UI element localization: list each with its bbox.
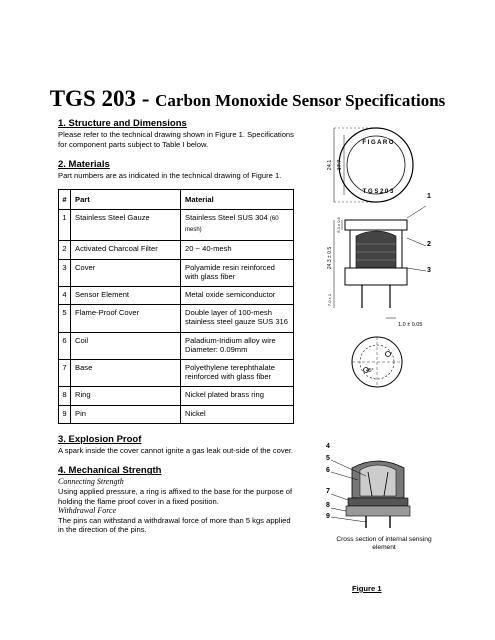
callout-1: 1 [427, 193, 431, 200]
row-material-text: Polyamide resin reinforced with glass fiber [185, 262, 275, 281]
row-material-text: Double layer of 100-mesh stainless steel gauze SUS 316 [185, 308, 288, 327]
callout-5: 5 [326, 455, 330, 462]
row-material [181, 241, 294, 259]
header-part: Part [71, 189, 181, 209]
row-material [181, 259, 294, 286]
row-num: 1 [59, 209, 71, 240]
row-part: Cover [71, 259, 181, 286]
section-explosion-body: A spark inside the cover cannot ignite a gas leak out-side of the cover. [58, 445, 294, 455]
dim-outer: 24.1 [327, 159, 333, 171]
table-row [59, 405, 294, 423]
text-column [58, 118, 294, 535]
row-num: 9 [59, 405, 71, 423]
row-part: Ring [71, 387, 181, 405]
title-sub: Carbon Monoxide Sensor Specifications [155, 91, 446, 110]
row-num: 2 [59, 241, 71, 259]
title-main: TGS 203 - [49, 86, 156, 111]
callout-3: 3 [427, 267, 431, 274]
row-material-text: Stainless Steel SUS 304 [185, 212, 268, 222]
row-material [181, 360, 294, 387]
callout-4: 4 [326, 443, 330, 450]
row-num: 5 [59, 305, 71, 332]
table-row [59, 332, 294, 359]
row-num: 6 [59, 332, 71, 359]
table-row [59, 209, 294, 240]
row-part: Base [71, 360, 181, 387]
row-material-text: Paladium-Iridium alloy wire Diameter: 0.09mm [185, 335, 276, 354]
table-row [59, 387, 294, 405]
table-body [59, 209, 294, 423]
section-materials-heading: 2. Materials [58, 159, 110, 171]
section-structure-body: Please refer to the technical drawing shown in Figure 1. Specifications for component parts subject to Table I below. [58, 130, 294, 149]
callout-9: 9 [326, 513, 330, 520]
row-material [181, 287, 294, 305]
row-material [181, 405, 294, 423]
row-part: Stainless Steel Gauze [71, 209, 181, 240]
row-num: 3 [59, 259, 71, 286]
technical-drawing [300, 118, 450, 578]
row-num: 7 [59, 360, 71, 387]
table-row [59, 305, 294, 332]
dim-pin-length: 7.0 ± 1 [327, 293, 332, 307]
row-material [181, 387, 294, 405]
row-material-text: 20 ~ 40-mesh [185, 244, 232, 254]
callout-6: 6 [326, 467, 330, 474]
withdrawal-force-heading: Withdrawal Force [58, 506, 117, 516]
row-num: 4 [59, 287, 71, 305]
section-structure-heading: 1. Structure and Dimensions [58, 118, 187, 129]
row-num: 8 [59, 387, 71, 405]
header-num: # [59, 189, 71, 209]
row-material [181, 305, 294, 332]
section-materials-body: Part numbers are as indicated in the technical drawing of Figure 1. [58, 171, 282, 181]
table-row [59, 241, 294, 259]
table-row [59, 360, 294, 387]
callout-8: 8 [326, 502, 330, 509]
cross-section [331, 460, 410, 528]
callout-2: 2 [427, 241, 431, 248]
dim-height: 24.3 ± 0.5 [327, 246, 333, 270]
dim-small: 6.3 ± 0.5 [336, 217, 341, 233]
tgs203-label: T G S 2 0 3 [362, 189, 394, 195]
table-row [59, 259, 294, 286]
connecting-strength-heading: Connecting Strength [58, 477, 124, 487]
row-material-text: Nickel [185, 408, 206, 418]
row-material-text: Metal oxide semiconductor [185, 290, 276, 299]
section-mechanical-heading: 4. Mechanical Strength [58, 465, 162, 477]
row-material [181, 332, 294, 359]
page-title [0, 86, 495, 112]
table-row [59, 287, 294, 305]
section-explosion-heading: 3. Explosion Proof [58, 433, 142, 445]
side-view [334, 206, 426, 318]
row-part: Sensor Element [71, 287, 181, 305]
dim-inner: 17.7 [337, 159, 343, 171]
connecting-strength-body: Using applied pressure, a ring is affixed to the base for the purpose of holding the flame proof cover in a fixed position. [58, 487, 293, 506]
angle-label: 45° [366, 368, 374, 374]
row-material [181, 209, 294, 240]
row-part: Flame-Proof Cover [71, 305, 181, 332]
bottom-view [352, 337, 402, 387]
callout-7: 7 [326, 488, 330, 495]
withdrawal-force-body: The pins can withstand a withdrawal force of more than 5 kgs applied in the direction of the pins. [58, 515, 291, 535]
figure-label: Figure 1 [352, 584, 382, 593]
row-material-note: (60 mesh) [185, 215, 279, 234]
row-material-text: Nickel plated brass ring [185, 390, 264, 400]
header-material: Material [181, 189, 294, 209]
row-part: Activated Charcoal Filter [71, 241, 181, 259]
row-part: Coil [71, 332, 181, 359]
row-material-text: Polyethylene terephthalate reinforced with glass fiber [185, 363, 275, 382]
figaro-label: F I G A R O [362, 140, 394, 146]
materials-table [58, 189, 294, 424]
table-header-row [59, 189, 294, 209]
dim-pin: 1.0 ± 0.05 [398, 322, 423, 328]
cross-section-caption: Cross section of internal sensing element [336, 536, 432, 551]
row-part: Pin [71, 405, 181, 423]
